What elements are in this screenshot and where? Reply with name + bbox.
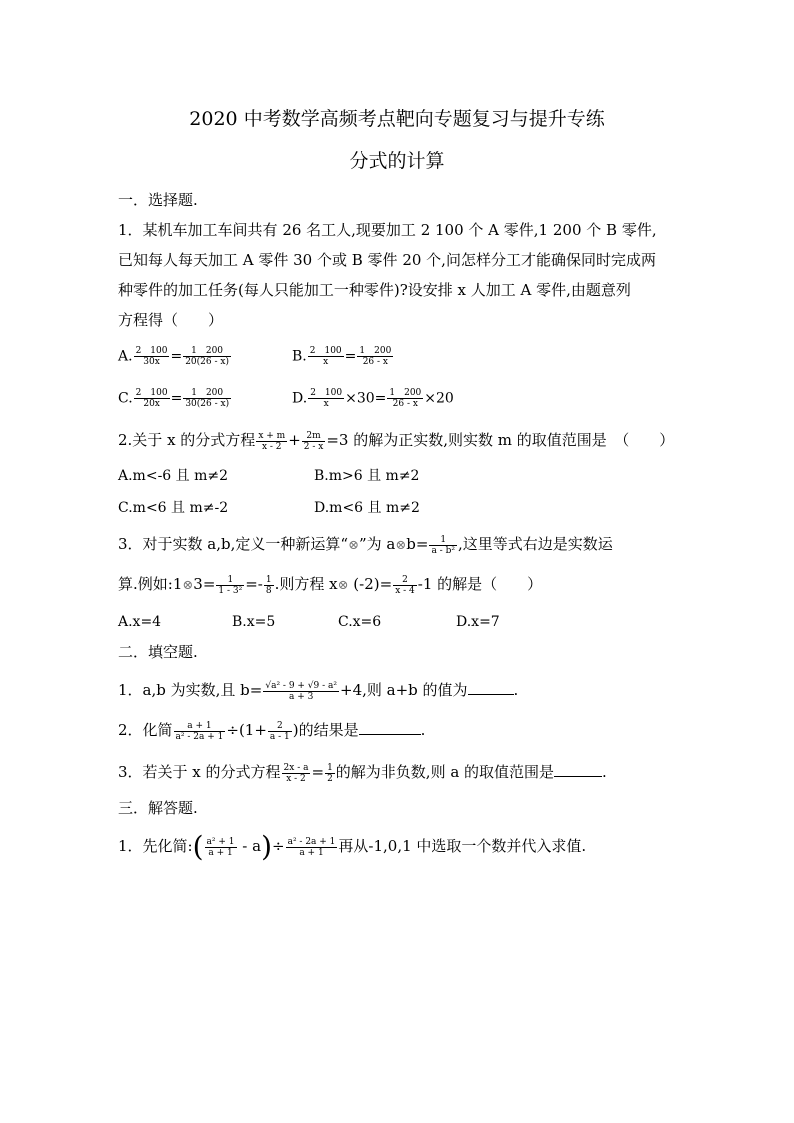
q1-line1: 1．某机车加工车间共有 26 名工人,现要加工 2 100 个 A 零件,1 200 个 B 零件, [118, 221, 657, 239]
fraction: $\frac{2 100}{x}$ [309, 346, 342, 367]
fraction: $\frac{2 100}{20x}$ [135, 388, 168, 409]
otimes-symbol: ⊗ [348, 538, 359, 553]
q1-option-b: B. $\frac{2 100}{x}$ = $\frac{1 200}{26 - x}$ [292, 346, 392, 367]
fraction: $\frac{2}{x - 4}$ [395, 574, 415, 596]
q2-option-a: A.m<-6 且 m≠2 [118, 468, 229, 484]
fraction: $\frac{x + m}{x - 2}$ [258, 430, 286, 452]
q2-stem: 2.关于 x 的分式方程 $\frac{x + m}{x - 2}$ + $\frac{2m}{2 - x}$ =3 的解为正实数,则实数 m 的取值范围是 （ ） [118, 430, 675, 452]
fraction: $\frac{2x - a}{x - 2}$ [283, 762, 309, 784]
solve-q1: 1．先化简:( $\frac{\text{a² + 1}}{a + 1}$ - a)÷ $\frac{\text{a² - 2a + 1}}{a + 1}$ 再从-1,0,1 中选取一个数并代入求值. [118, 830, 587, 863]
fraction: $\frac{\text{√a² - 9 + √9 - a²}}{a + 3}$ [265, 680, 338, 702]
fraction: $\frac{\text{a² + 1}}{a + 1}$ [206, 836, 235, 858]
q3-stem-line1: 3．对于实数 a,b,定义一种新运算“⊗”为 a⊗b= $\frac{1}{\text{a - b²}}$ ,这里等式右边是实数运 [118, 534, 613, 556]
document-subtitle: 分式的计算 [349, 150, 445, 172]
section-heading-fill: 二．填空题. [118, 643, 198, 661]
answer-blank[interactable] [359, 720, 421, 735]
q3-option-c: C.x=6 [338, 614, 382, 630]
q2-option-c: C.m<6 且 m≠-2 [118, 500, 229, 516]
fraction: $\frac{1 200}{26 - x}$ [359, 346, 392, 367]
section-heading-choice: 一．选择题. [118, 191, 198, 209]
fraction: $\frac{1}{\text{a - b²}}$ [431, 534, 455, 556]
q2-option-d: D.m<6 且 m≠2 [314, 500, 420, 516]
fill-q2: 2．化简 $\frac{a + 1}{\text{a² - 2a + 1}}$ ÷(1+ $\frac{2}{a - 1}$ )的结果是 . [118, 720, 426, 742]
fraction: $\frac{1 200}{26 - x}$ [389, 388, 422, 409]
fraction: $\frac{2}{a - 1}$ [269, 720, 290, 742]
q3-option-d: D.x=7 [456, 614, 500, 630]
q2-option-b: B.m>6 且 m≠2 [314, 468, 420, 484]
fill-q3: 3．若关于 x 的分式方程 $\frac{2x - a}{x - 2}$ = $\frac{1}{2}$ 的解为非负数,则 a 的取值范围是 . [118, 762, 607, 784]
q1-line2: 已知每人每天加工 A 零件 30 个或 B 零件 20 个,问怎样分工才能确保同时完成两 [118, 251, 656, 269]
q1-line3: 种零件的加工任务(每人只能加工一种零件)?设安排 x 人加工 A 零件,由题意列 [118, 281, 631, 299]
q3-option-b: B.x=5 [232, 614, 276, 630]
q3-option-a: A.x=4 [118, 614, 162, 630]
otimes-symbol: ⊗ [182, 578, 194, 593]
fraction: $\frac{2m}{2 - x}$ [303, 430, 324, 452]
otimes-symbol: ⊗ [395, 538, 407, 553]
fraction: $\frac{1}{2}$ [327, 762, 333, 784]
q1-option-d: D. $\frac{2 100}{x}$ ×30= $\frac{1 200}{26 - x}$ ×20 [292, 388, 454, 409]
answer-blank[interactable] [554, 762, 602, 777]
answer-blank[interactable] [468, 680, 514, 695]
q1-option-a: A. $\frac{2 100}{30x}$ = $\frac{1 200}{20(26 - x)}$ [118, 346, 229, 367]
fraction: $\frac{a + 1}{\text{a² - 2a + 1}}$ [175, 720, 224, 742]
fraction: $\frac{\text{a² - 2a + 1}}{a + 1}$ [287, 836, 336, 858]
section-heading-solve: 三．解答题. [118, 799, 198, 817]
fraction: $\frac{1}{8}$ [265, 574, 272, 596]
fraction: $\frac{2 100}{x}$ [310, 388, 343, 409]
fraction: $\frac{1 200}{30(26 - x)}$ [185, 388, 230, 409]
fill-q1: 1．a,b 为实数,且 b= $\frac{\text{√a² - 9 + √9 - a²}}{a + 3}$ +4,则 a+b 的值为 . [118, 680, 519, 702]
q1-option-c: C. $\frac{2 100}{20x}$ = $\frac{1 200}{30(26 - x)}$ [118, 388, 230, 409]
fraction: $\frac{2 100}{30x}$ [135, 346, 168, 367]
fraction: $\frac{1 200}{20(26 - x)}$ [185, 346, 229, 367]
otimes-symbol: ⊗ [337, 578, 349, 593]
q1-line4: 方程得（ ） [118, 311, 224, 329]
fraction: $\frac{1}{\text{1 - 3²}}$ [218, 574, 243, 596]
document-title: 2020 中考数学高频考点靶向专题复习与提升专练 [189, 108, 605, 130]
q3-stem-line2: 算.例如:1⊗3= $\frac{1}{\text{1 - 3²}}$ =- $\frac{1}{8}$ .则方程 x⊗ (-2)= $\frac{2}{x - 4}$ -1 的解是（ ） [118, 574, 543, 596]
